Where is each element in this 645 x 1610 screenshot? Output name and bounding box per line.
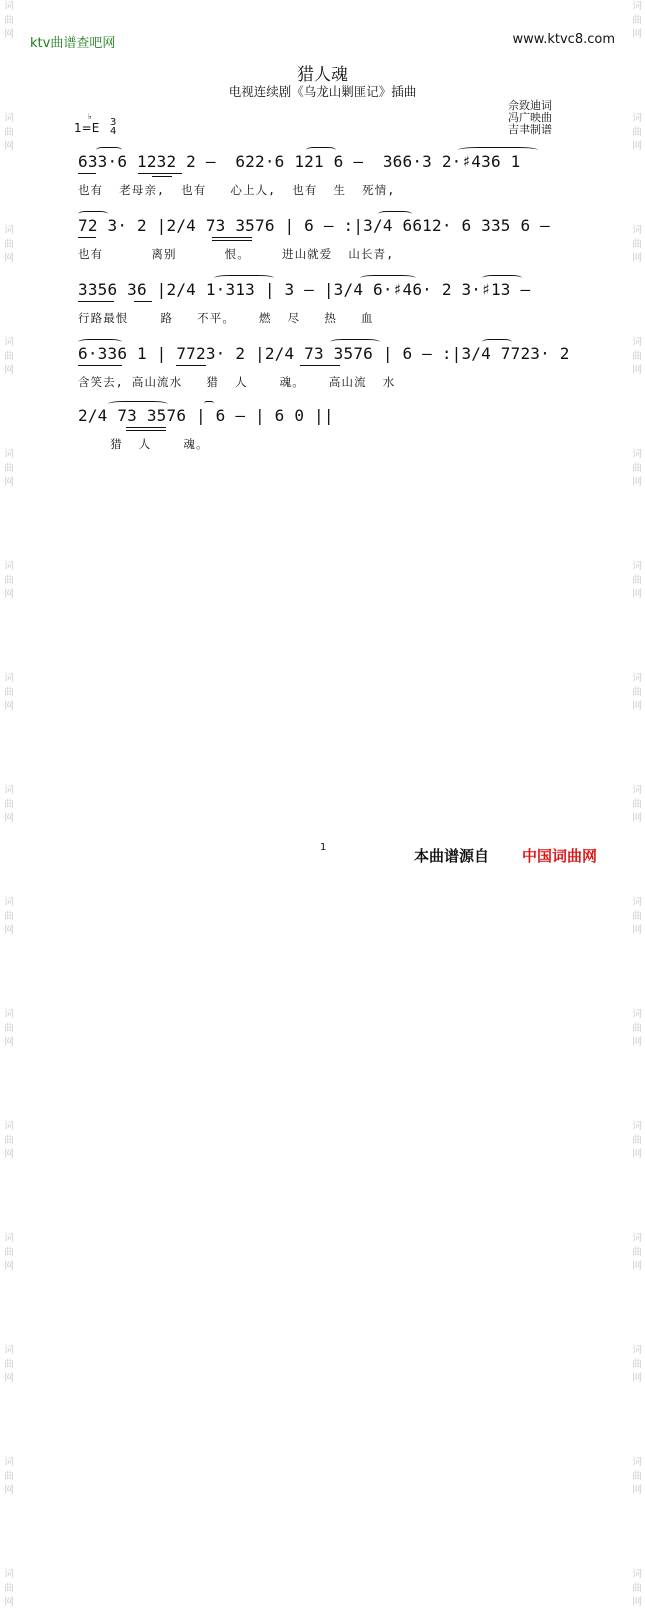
lyrics-line-3: 行路最恨 路 不平。 燃 尽 热 血 — [78, 311, 374, 325]
slur — [360, 275, 416, 281]
beam — [138, 173, 182, 174]
composer: 冯广映曲 — [508, 111, 552, 124]
lyrics-line-4: 含笑去, 高山流水 猎 人 魂。 高山流 水 — [78, 375, 396, 389]
song-title: 猎人魂 — [297, 65, 348, 85]
slur — [330, 339, 380, 345]
slur — [78, 211, 108, 217]
footer-source-label: 本曲谱源自 — [414, 847, 490, 865]
notes-line-2: 72 3· 2 |2/4 73 3576 | 6 – :|3/4 6612· 6 335 6 – — [78, 216, 550, 235]
beam — [176, 365, 206, 366]
beam — [78, 173, 96, 174]
song-credits — [508, 100, 552, 136]
footer-site-link[interactable]: 中国词曲网 — [522, 847, 598, 865]
score-line-1 — [78, 152, 574, 212]
score-line-3 — [78, 280, 574, 340]
fermata — [204, 401, 214, 407]
slur — [458, 147, 538, 153]
beam — [300, 365, 340, 366]
time-bottom: 4 — [110, 126, 117, 137]
beam — [78, 365, 122, 366]
slur — [108, 401, 168, 407]
beam — [134, 301, 152, 302]
beam — [126, 427, 166, 428]
slur — [378, 211, 412, 217]
lyrics-line-2: 也有 离别 恨。 进山就爱 山长青, — [78, 247, 395, 261]
score-line-5 — [78, 406, 574, 466]
watermark-right: 词 曲 网 词 曲 网 词 曲 网 词 曲 网 词 曲 网 词 曲 网 词 曲 网 词 曲 网 词 曲 网 词 曲 网 词 曲 网 词 曲 网 词 曲 网 词 曲 网 词 曲 网 — [632, 1, 642, 1608]
lyrics-line-1: 也有 老母亲, 也有 心上人, 也有 生 死情, — [78, 183, 396, 197]
notes-line-1: 633·6 1232 2 – 622·6 121 6 – 366·3 2·♯436 1 — [78, 152, 521, 171]
beam — [212, 240, 252, 241]
arranger: 吉聿制谱 — [508, 123, 552, 136]
score-line-2 — [78, 216, 574, 276]
beam — [152, 176, 172, 177]
key-signature — [74, 112, 100, 135]
time-top: 3 — [110, 117, 117, 128]
slur — [482, 275, 522, 281]
header-site-right[interactable]: www.ktvc8.com — [512, 32, 615, 47]
page-number: 1 — [320, 842, 327, 853]
notes-line-4: 6·336 1 | 7723· 2 |2/4 73 3576 | 6 – :|3/4 7723· 2 — [78, 344, 570, 363]
notes-line-5: 2/4 73 3576 | 6 – | 6 0 || — [78, 406, 334, 425]
slur — [96, 147, 122, 153]
header-site-left[interactable]: ktv曲谱查吧网 — [30, 36, 116, 51]
flat-sign: ♭ — [88, 112, 92, 121]
beam — [212, 237, 252, 238]
slur — [214, 275, 274, 281]
key-label: 1=E — [74, 121, 100, 135]
lyrics-line-5: 猎 人 魂。 — [78, 437, 209, 451]
notes-line-3: 3356 36 |2/4 1·313 | 3 – |3/4 6·♯46· 2 3·♯13 – — [78, 280, 531, 299]
song-subtitle: 电视连续剧《乌龙山剿匪记》插曲 — [228, 84, 417, 99]
lyricist: 佘致迪词 — [508, 99, 552, 112]
beam — [78, 237, 96, 238]
beam — [78, 301, 114, 302]
slur — [306, 147, 336, 153]
slur — [78, 339, 122, 345]
time-signature — [110, 118, 116, 136]
slur — [482, 339, 512, 345]
score-line-4 — [78, 344, 574, 404]
beam — [126, 430, 166, 431]
watermark-left: 词 曲 网 词 曲 网 词 曲 网 词 曲 网 词 曲 网 词 曲 网 词 曲 网 词 曲 网 词 曲 网 词 曲 网 词 曲 网 词 曲 网 词 曲 网 词 曲 网 词 曲 网 — [4, 1, 14, 1608]
